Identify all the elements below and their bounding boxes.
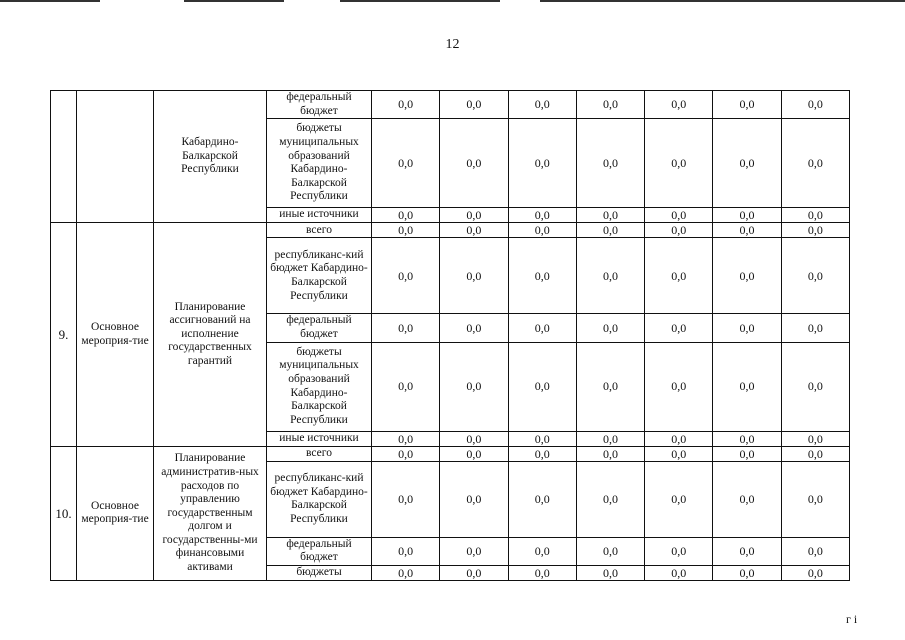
value-cell: 0,0 bbox=[713, 223, 781, 238]
value-cell: 0,0 bbox=[372, 461, 440, 537]
source-cell: всего bbox=[267, 446, 372, 461]
scan-edge-line bbox=[540, 0, 905, 2]
table-row bbox=[51, 223, 850, 238]
value-cell: 0,0 bbox=[781, 208, 849, 223]
value-cell: 0,0 bbox=[440, 91, 508, 119]
table-row bbox=[51, 91, 850, 119]
item-number-cell bbox=[51, 91, 77, 223]
value-cell: 0,0 bbox=[440, 238, 508, 314]
source-cell: федеральный бюджет bbox=[267, 91, 372, 119]
value-cell: 0,0 bbox=[508, 208, 576, 223]
value-cell: 0,0 bbox=[440, 461, 508, 537]
value-cell: 0,0 bbox=[781, 238, 849, 314]
value-cell: 0,0 bbox=[645, 431, 713, 446]
value-cell: 0,0 bbox=[713, 119, 781, 208]
value-cell: 0,0 bbox=[781, 537, 849, 565]
value-cell: 0,0 bbox=[576, 223, 644, 238]
value-cell: 0,0 bbox=[645, 342, 713, 431]
value-cell: 0,0 bbox=[576, 314, 644, 342]
value-cell: 0,0 bbox=[440, 208, 508, 223]
value-cell: 0,0 bbox=[781, 431, 849, 446]
value-cell: 0,0 bbox=[508, 91, 576, 119]
value-cell: 0,0 bbox=[645, 537, 713, 565]
value-cell: 0,0 bbox=[440, 566, 508, 581]
value-cell: 0,0 bbox=[645, 446, 713, 461]
source-cell: федеральный бюджет bbox=[267, 537, 372, 565]
value-cell: 0,0 bbox=[781, 461, 849, 537]
value-cell: 0,0 bbox=[508, 446, 576, 461]
value-cell: 0,0 bbox=[508, 431, 576, 446]
item-type-cell bbox=[77, 91, 154, 223]
value-cell: 0,0 bbox=[781, 223, 849, 238]
item-number-cell: 9. bbox=[51, 223, 77, 446]
value-cell: 0,0 bbox=[508, 119, 576, 208]
scan-edge-line bbox=[340, 0, 500, 2]
value-cell: 0,0 bbox=[508, 342, 576, 431]
value-cell: 0,0 bbox=[508, 537, 576, 565]
value-cell: 0,0 bbox=[781, 119, 849, 208]
item-type-cell: Основное мероприя-тие bbox=[77, 223, 154, 446]
value-cell: 0,0 bbox=[645, 91, 713, 119]
value-cell: 0,0 bbox=[372, 566, 440, 581]
value-cell: 0,0 bbox=[713, 537, 781, 565]
value-cell: 0,0 bbox=[508, 461, 576, 537]
value-cell: 0,0 bbox=[781, 446, 849, 461]
table-row bbox=[51, 446, 850, 461]
corner-mark: г і bbox=[846, 612, 858, 626]
item-number-cell: 10. bbox=[51, 446, 77, 580]
page-number: 12 bbox=[445, 37, 460, 52]
value-cell: 0,0 bbox=[576, 566, 644, 581]
value-cell: 0,0 bbox=[576, 342, 644, 431]
source-cell: иные источники bbox=[267, 208, 372, 223]
value-cell: 0,0 bbox=[576, 537, 644, 565]
value-cell: 0,0 bbox=[713, 314, 781, 342]
value-cell: 0,0 bbox=[372, 431, 440, 446]
value-cell: 0,0 bbox=[645, 223, 713, 238]
value-cell: 0,0 bbox=[440, 431, 508, 446]
value-cell: 0,0 bbox=[372, 238, 440, 314]
value-cell: 0,0 bbox=[372, 119, 440, 208]
item-type-cell: Основное мероприя-тие bbox=[77, 446, 154, 580]
value-cell: 0,0 bbox=[713, 91, 781, 119]
value-cell: 0,0 bbox=[713, 461, 781, 537]
value-cell: 0,0 bbox=[372, 91, 440, 119]
value-cell: 0,0 bbox=[440, 446, 508, 461]
value-cell: 0,0 bbox=[508, 566, 576, 581]
value-cell: 0,0 bbox=[645, 314, 713, 342]
value-cell: 0,0 bbox=[372, 223, 440, 238]
value-cell: 0,0 bbox=[645, 119, 713, 208]
value-cell: 0,0 bbox=[508, 223, 576, 238]
value-cell: 0,0 bbox=[713, 238, 781, 314]
source-cell: бюджеты муниципальных образований Кабардино-Балкарской Республики bbox=[267, 342, 372, 431]
value-cell: 0,0 bbox=[576, 91, 644, 119]
source-cell: республиканс-кий бюджет Кабардино-Балкарской Республики bbox=[267, 461, 372, 537]
value-cell: 0,0 bbox=[645, 208, 713, 223]
value-cell: 0,0 bbox=[372, 537, 440, 565]
value-cell: 0,0 bbox=[713, 446, 781, 461]
value-cell: 0,0 bbox=[713, 566, 781, 581]
value-cell: 0,0 bbox=[781, 314, 849, 342]
scan-edge-line bbox=[184, 0, 284, 2]
value-cell: 0,0 bbox=[781, 342, 849, 431]
source-cell: бюджеты bbox=[267, 566, 372, 581]
value-cell: 0,0 bbox=[576, 238, 644, 314]
value-cell: 0,0 bbox=[372, 208, 440, 223]
source-cell: бюджеты муниципальных образований Кабардино-Балкарской Республики bbox=[267, 119, 372, 208]
value-cell: 0,0 bbox=[645, 238, 713, 314]
value-cell: 0,0 bbox=[440, 223, 508, 238]
value-cell: 0,0 bbox=[576, 208, 644, 223]
value-cell: 0,0 bbox=[508, 238, 576, 314]
source-cell: республиканс-кий бюджет Кабардино-Балкарской Республики bbox=[267, 238, 372, 314]
value-cell: 0,0 bbox=[576, 119, 644, 208]
source-cell: всего bbox=[267, 223, 372, 238]
item-name-cell: Планирование административ-ных расходов по управлению государственным долгом и государственны-ми финансовыми активами bbox=[154, 446, 267, 580]
value-cell: 0,0 bbox=[372, 342, 440, 431]
value-cell: 0,0 bbox=[781, 566, 849, 581]
budget-table bbox=[50, 90, 850, 581]
value-cell: 0,0 bbox=[372, 446, 440, 461]
value-cell: 0,0 bbox=[576, 461, 644, 537]
value-cell: 0,0 bbox=[645, 566, 713, 581]
value-cell: 0,0 bbox=[645, 461, 713, 537]
item-name-cell: Кабардино-Балкарской Республики bbox=[154, 91, 267, 223]
scan-edge-line bbox=[0, 0, 100, 2]
value-cell: 0,0 bbox=[372, 314, 440, 342]
value-cell: 0,0 bbox=[508, 314, 576, 342]
value-cell: 0,0 bbox=[713, 342, 781, 431]
value-cell: 0,0 bbox=[576, 446, 644, 461]
source-cell: федеральный бюджет bbox=[267, 314, 372, 342]
value-cell: 0,0 bbox=[440, 342, 508, 431]
value-cell: 0,0 bbox=[440, 314, 508, 342]
source-cell: иные источники bbox=[267, 431, 372, 446]
value-cell: 0,0 bbox=[713, 208, 781, 223]
value-cell: 0,0 bbox=[781, 91, 849, 119]
value-cell: 0,0 bbox=[440, 537, 508, 565]
value-cell: 0,0 bbox=[713, 431, 781, 446]
value-cell: 0,0 bbox=[440, 119, 508, 208]
value-cell: 0,0 bbox=[576, 431, 644, 446]
item-name-cell: Планирование ассигнований на исполнение государственных гарантий bbox=[154, 223, 267, 446]
